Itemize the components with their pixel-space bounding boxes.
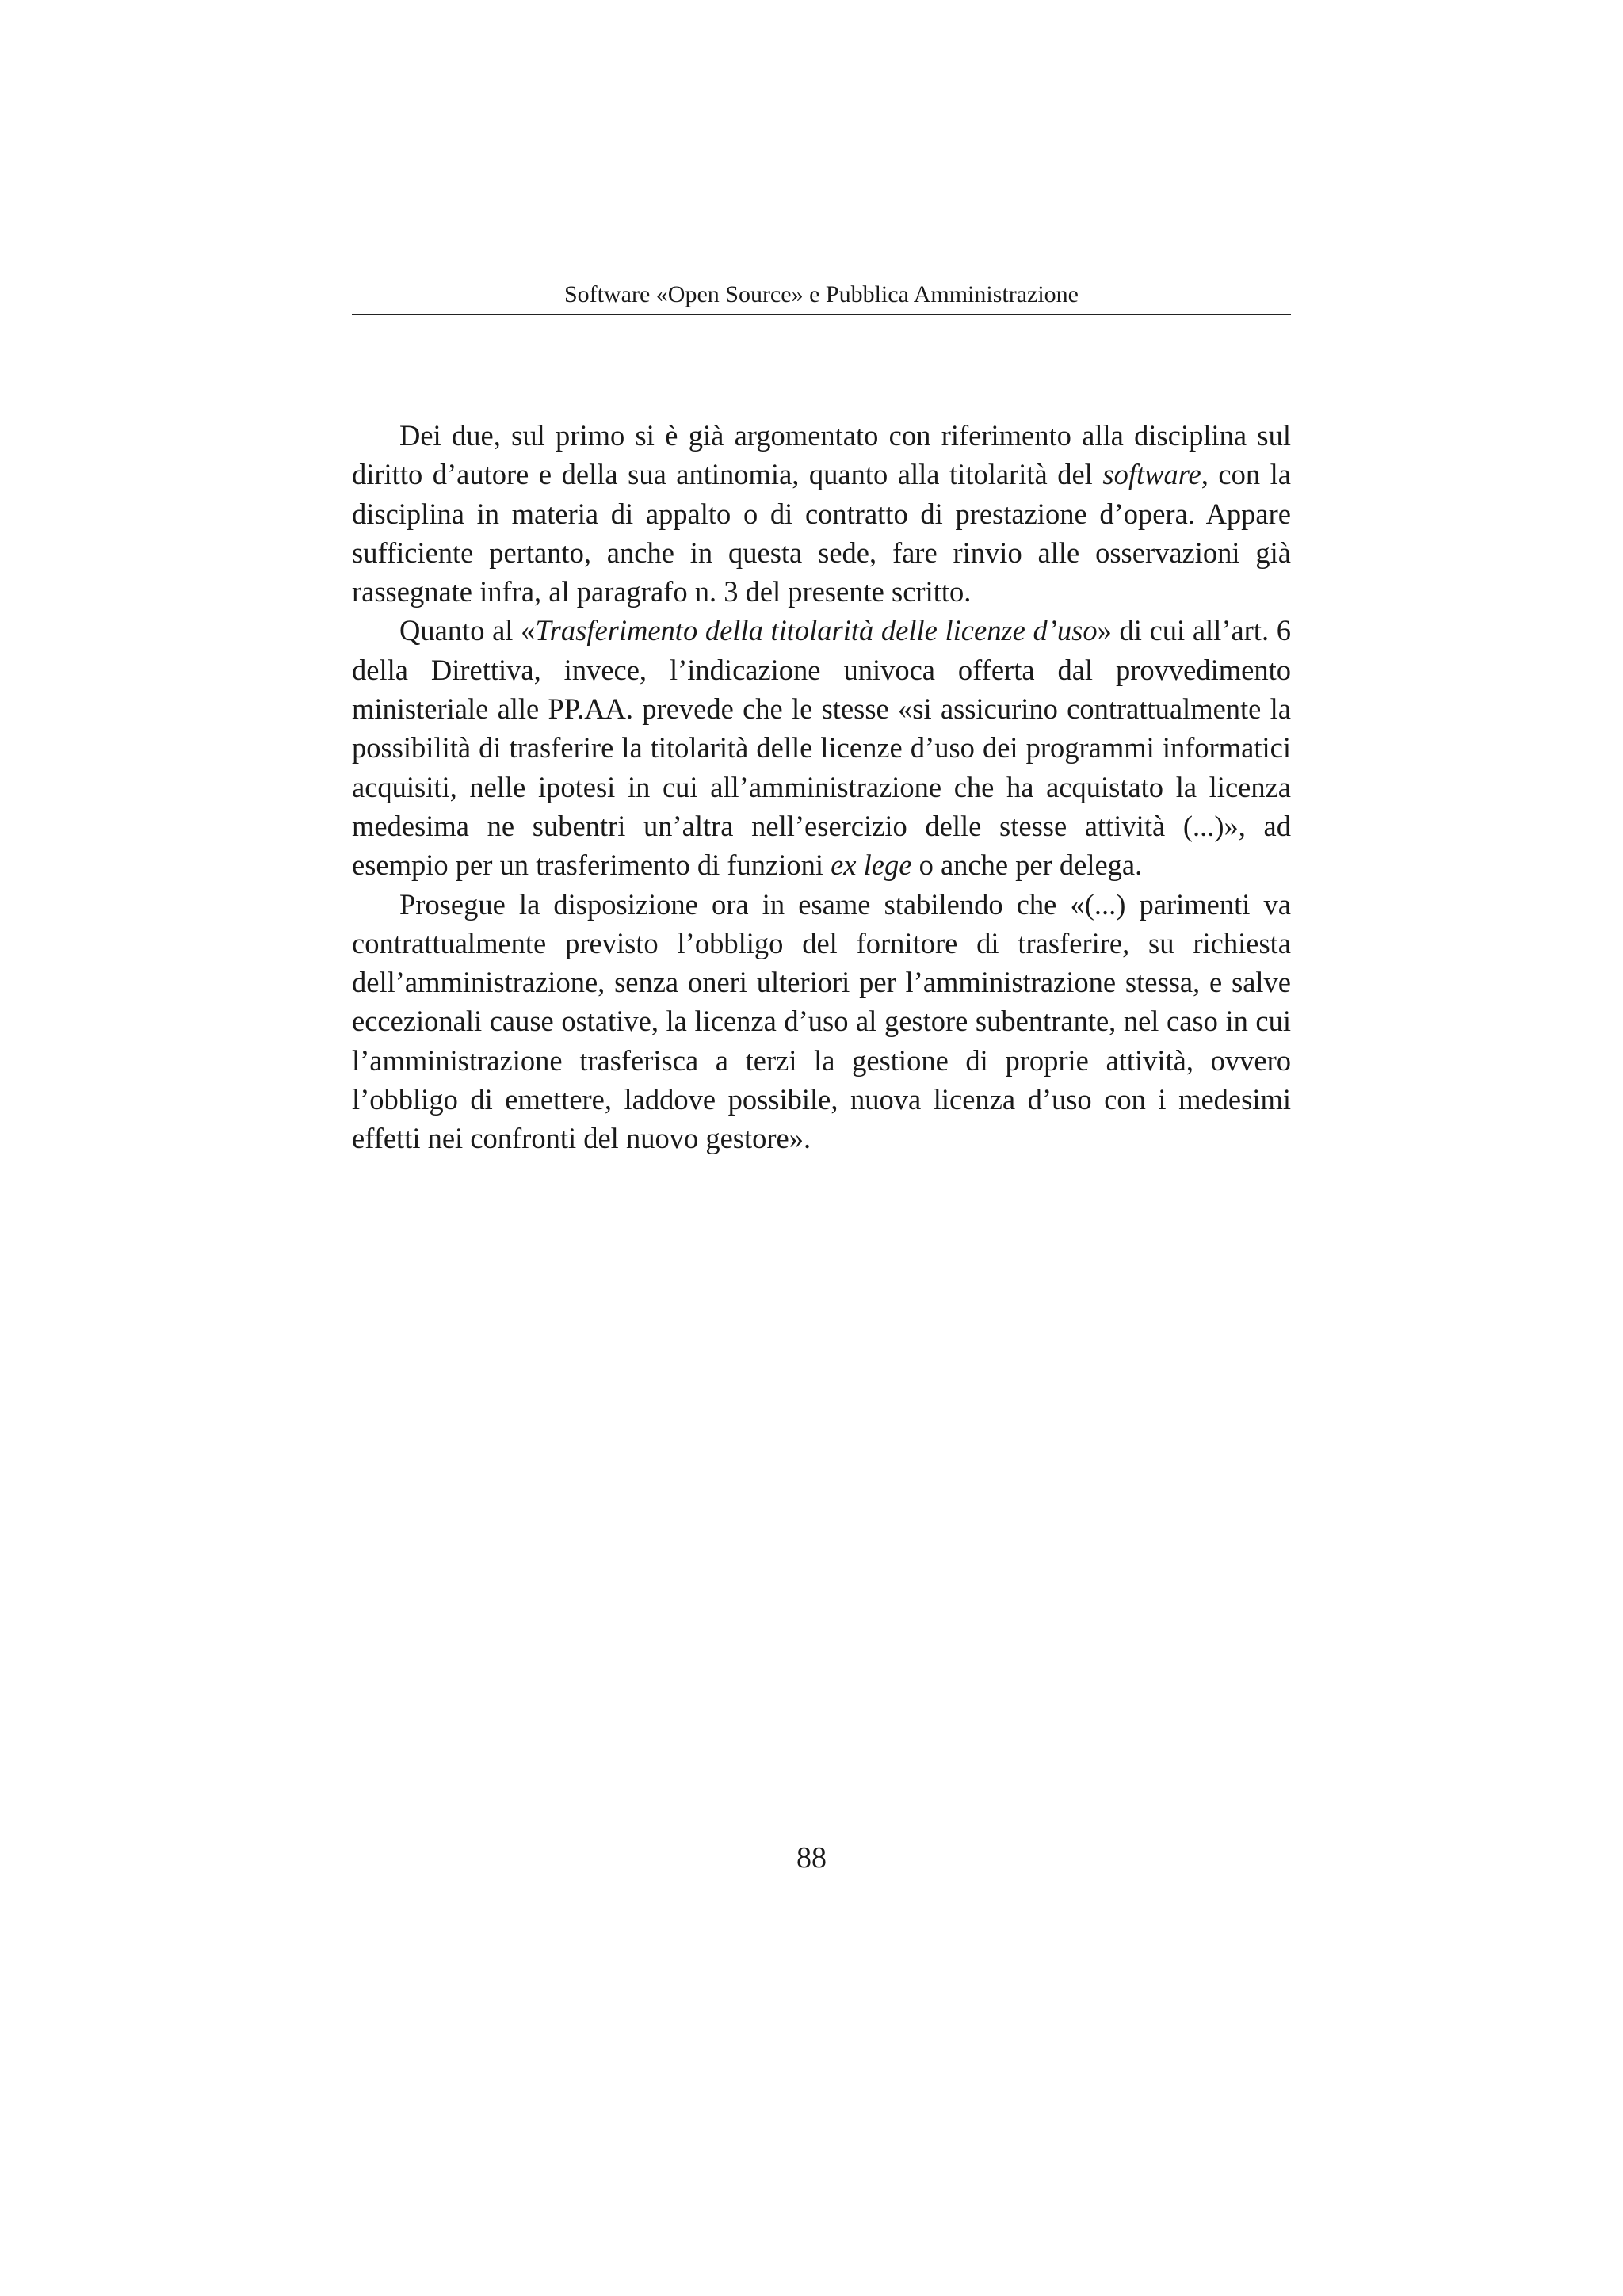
paragraph-3-text: Prosegue la disposizione ora in esame stabilendo che «(...) parimenti va contrattualmente previsto l’obbligo del fornitore di trasferire, su richiesta dell’amministrazione, senza oneri ulteriori per l’amministrazione stessa, e salve eccezionali cause ostative, la licenza d’uso al gestore subentrante, nel caso in cui l’amministrazione trasferisca a terzi la gestione di proprie attività, ovvero l’obbligo di emettere, laddove possibile, nuova licenza d’uso con i medesimi effetti nei confronti del nuovo gestore».	[352, 887, 1291, 1155]
paragraph-3	[352, 885, 1291, 1158]
paragraph-1-italic-software: software	[1102, 458, 1201, 491]
paragraph-2-text-c: » di cui all’art. 6 della Direttiva, invece, l’indicazione univoca offerta dal provvedimento ministeriale alle PP.AA. prevede che le stesse «si assicurino contrattualmente la possibilità di trasferire la titolarità delle licenze d’uso dei programmi informatici acquisiti, nelle ipotesi in cui all’amministrazione che ha acquistato la licenza medesima ne subentri un’altra nell’esercizio delle stesse attività (...)», ad esempio per un trasferimento di funzioni	[352, 614, 1292, 882]
paragraph-2-text-a: Quanto al «	[399, 614, 536, 647]
paragraph-2	[352, 611, 1291, 884]
running-title: Software «Open Source» e Pubblica Amministrazione	[563, 281, 1079, 307]
paragraph-2-italic-title: Trasferimento della titolarità delle licenze d’uso	[535, 614, 1098, 647]
paragraph-2-text-e: o anche per delega.	[911, 849, 1143, 882]
paragraph-1-text-a: Dei due, sul primo si è già argomentato con riferimento alla disciplina sul diritto d’autore e della sua antinomia, quanto alla titolarità del	[352, 419, 1291, 491]
paragraph-2-italic-ex-lege: ex lege	[831, 849, 912, 882]
running-header	[352, 277, 1291, 315]
page-number: 88	[796, 1841, 827, 1875]
paragraph-1-text-c: , con la disciplina in materia di appalto o di contratto di prestazione d’opera. Appare sufficiente pertanto, anche in questa sede, fare rinvio alle osservazioni già rassegnate infra, al paragrafo n. 3 del presente scritto.	[352, 458, 1291, 608]
paragraph-1	[352, 416, 1291, 611]
body-text	[352, 416, 1291, 1158]
